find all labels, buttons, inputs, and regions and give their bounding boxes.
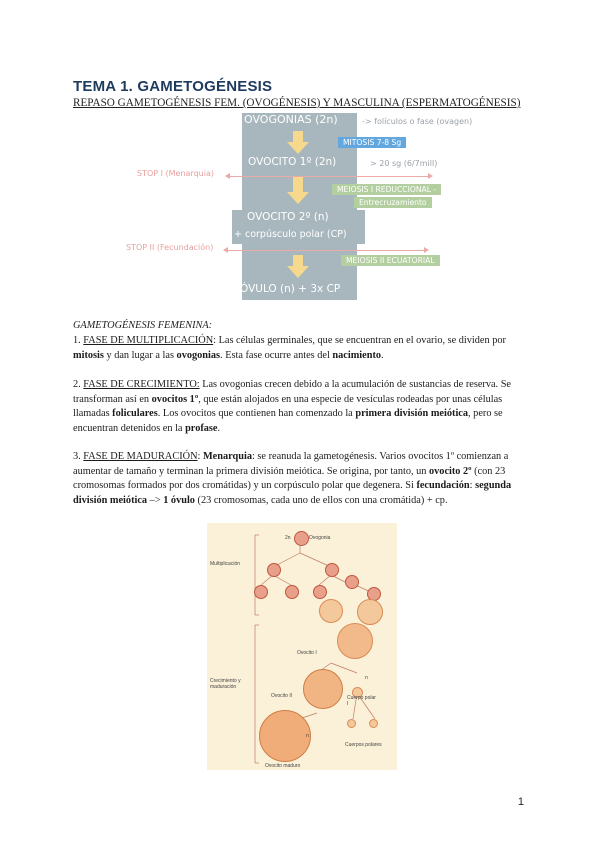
stop-1-tip-left (225, 173, 230, 179)
p2-text-a: Las ovogonias crecen debido a la acumulación de sustancias de reserva. Se transforman así en (73, 379, 511, 405)
p3-text-a: : (197, 451, 203, 462)
cell-ovocito-1 (337, 623, 373, 659)
p2-label: FASE DE CRECIMIENTO: (83, 379, 200, 390)
cell-polar-b (369, 719, 378, 728)
p3-num: 3. (73, 451, 84, 462)
stop-2-tip-right (424, 247, 429, 253)
note-foliculos: -> folículos o fase (ovagen) (362, 117, 473, 126)
cell-growing-1 (319, 599, 343, 623)
cell-gen3-c (313, 585, 327, 599)
cell-growing-2 (357, 599, 383, 625)
p2-bold-3: primera división meiótica (355, 408, 469, 420)
page-title: TEMA 1. GAMETOGÉNESIS (73, 78, 273, 95)
ovogenesis-diagram (0, 0, 600, 320)
step-ovocito-1: OVOCITO 1º (2n) (248, 156, 337, 168)
stop-1-tip-right (428, 173, 433, 179)
badge-meiosis-2: MEIOSIS II ECUATORIAL (341, 255, 440, 266)
label-ovogonia: Ovogonia (309, 535, 331, 541)
label-cuerpo-polar: Cuerpo polar I (347, 695, 376, 707)
p3-bold-2: ovocito 2º (429, 465, 472, 477)
p1-bold-1: mitosis (73, 349, 104, 361)
p2-num: 2. (73, 379, 84, 390)
p1-text-d: . (381, 349, 384, 361)
label-2n: 2n (285, 535, 291, 541)
arrow-1-head (287, 142, 309, 154)
stop-1-line (230, 176, 428, 177)
cell-ovogonia-top (294, 531, 309, 546)
p3-label: FASE DE MADURACIÓN (83, 451, 198, 462)
cell-gen2-left (267, 563, 281, 577)
p1-bold-2: ovogonias (176, 349, 221, 361)
cell-ovocito-2 (303, 669, 343, 709)
p2-text-c: . Los ovocitos que contienen han comenzado la (157, 408, 356, 420)
p1-text-a: : Las células germinales, que se encuentran en el ovario, se dividen por (213, 335, 506, 346)
page-subtitle: REPASO GAMETOGÉNESIS FEM. (OVOGÉNESIS) Y MASCULINA (ESPERMATOGÉNESIS) (73, 97, 521, 109)
label-ovocito-1: Ovocito I (297, 650, 317, 656)
stop-menarquia: STOP I (Menarquia) (137, 169, 214, 178)
p3-bold-3: fecundación (416, 480, 470, 492)
stop-fecundacion: STOP II (Fecundación) (126, 243, 214, 252)
note-20sg: > 20 sg (6/7mill) (370, 159, 438, 168)
paragraph-crecimiento (73, 378, 525, 436)
p2-bold-1: ovocitos 1º (151, 393, 199, 405)
step-ovocito-2: OVOCITO 2º (n) (247, 211, 329, 223)
step-corpusculo-polar: + corpúsculo polar (CP) (234, 229, 347, 240)
stop-2-line (228, 250, 424, 251)
p3-text-f: (23 cromosomas, cada uno de ellos con una cromátida) + cp. (194, 494, 448, 506)
cell-gen3-d (345, 575, 359, 589)
arrow-2-head (287, 192, 309, 204)
cell-gen2-right (325, 563, 339, 577)
badge-mitosis: MITOSIS 7-8 Sg (338, 137, 406, 148)
p3-text-c: (con 23 cromosomas formados por dos cromátidas) y un corpúsculo polar que degenera. Si (73, 465, 506, 492)
p2-text-b: , que están alojados en una especie de vesículas rodeadas por unas células llamadas (73, 393, 503, 420)
step-ovogonias: OVOGONIAS (2n) (244, 113, 338, 126)
label-cuerpos-polares: Cuerpos polares (345, 742, 382, 748)
p1-bold-3: nacimiento (332, 349, 382, 361)
p2-text-e: . (217, 422, 221, 434)
paragraph-maduracion (73, 450, 525, 508)
paragraph-multiplicacion (73, 334, 525, 363)
p3-text-d: : (469, 480, 476, 492)
p3-bold-4: segunda división meiótica (73, 480, 512, 506)
label-ovocito-2: Ovocito II (271, 693, 293, 699)
p2-text-d: , pero se encuentran detenidos en la (73, 408, 503, 434)
section-heading: GAMETOGÉNESIS FEMENINA: (73, 320, 213, 331)
label-ovocito-maduro: Ovocito maduro (265, 763, 301, 769)
arrow-2-shaft (293, 177, 303, 192)
ovogenesis-illustration (207, 523, 397, 770)
label-n-1: n (306, 733, 309, 739)
label-crecimiento: Crecimiento y maduración (210, 678, 241, 690)
label-multiplicacion: Multiplicación (210, 561, 241, 567)
p3-text-b: : se reanuda la gametogénesis. Varios ovocitos 1º comienzan a aumentar de tamaño y terminan la primera división meiótica. Se origina, por tanto, un (73, 451, 509, 477)
p1-label: FASE DE MULTIPLICACIÓN (83, 335, 214, 346)
p3-bold-5: 1 óvulo (163, 494, 195, 506)
badge-meiosis-1: MEIOSIS I REDUCCIONAL - (332, 184, 441, 195)
stop-2-tip-left (223, 247, 228, 253)
step-ovulo: ÓVULO (n) + 3x CP (240, 283, 341, 295)
cell-polar-a (347, 719, 356, 728)
page-number: 1 (517, 796, 524, 808)
p1-text-c: . Esta fase ocurre antes del (220, 349, 333, 361)
p3-text-e: –> (147, 494, 164, 506)
p2-bold-2: foliculares (112, 408, 158, 420)
arrow-3-shaft (293, 255, 303, 266)
cell-ovocito-maduro (259, 710, 311, 762)
p3-bold-1: Menarquia (202, 451, 252, 462)
p1-num: 1. (73, 335, 84, 346)
p1-text-b: y dan lugar a las (103, 349, 177, 361)
arrow-1-shaft (293, 131, 303, 142)
cell-gen3-b (285, 585, 299, 599)
cell-gen3-a (254, 585, 268, 599)
p2-bold-4: profase (185, 422, 218, 434)
section-heading-text: GAMETOGÉNESIS FEMENINA (73, 320, 209, 331)
badge-entrecruzamiento: Entrecruzamiento (354, 197, 432, 208)
label-n-2: n (365, 675, 368, 681)
arrow-3-head (287, 266, 309, 278)
